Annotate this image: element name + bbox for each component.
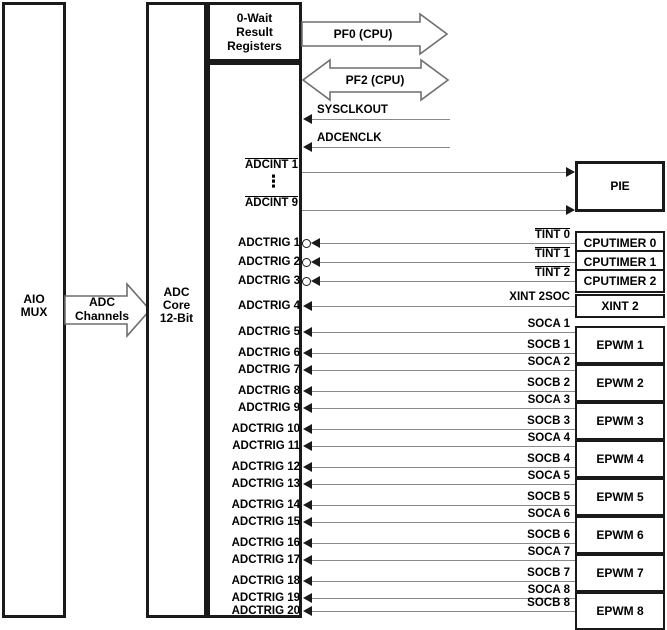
adctrig-8-arrowhead-icon — [303, 386, 312, 396]
adctrig-8-text: ADCTRIG 8 — [238, 385, 300, 397]
adctrig-12-label — [195, 461, 300, 473]
block-epwm-4 — [575, 440, 665, 478]
adctrig-7-line — [311, 370, 575, 371]
adctrig-12-arrowhead-icon — [303, 462, 312, 472]
adctrig-8-line — [311, 391, 575, 392]
adctrig-15-text: ADCTRIG 15 — [231, 516, 300, 528]
adctrig-17-line — [311, 560, 575, 561]
adctrig-9-label — [195, 402, 300, 414]
socb-5-text: SOCB 5 — [527, 491, 570, 503]
tint-0-label — [470, 228, 570, 241]
socb-1-label — [470, 339, 570, 351]
adctrig-19-arrowhead-icon — [303, 593, 312, 603]
adctrig-8-label — [195, 385, 300, 397]
adctrig-1-text: ADCTRIG 1 — [238, 237, 300, 249]
adcint-9-arrowhead-icon — [566, 205, 575, 215]
adctrig-10-label — [195, 423, 300, 435]
epwm-8-label: EPWM 8 — [596, 604, 644, 618]
soca-1-label — [470, 318, 570, 330]
adctrig-20-label — [195, 605, 300, 617]
tint-0-text: TINT 0 — [534, 229, 570, 241]
epwm-7-label: EPWM 7 — [596, 566, 644, 580]
adctrig-14-arrowhead-icon — [303, 500, 312, 510]
adctrig-19-label — [195, 592, 300, 604]
aio-mux-label — [2, 293, 66, 319]
adctrig-16-line — [311, 543, 575, 544]
sysclkout-arrowhead-icon — [303, 114, 312, 124]
adctrig-4-arrowhead-icon — [303, 301, 312, 311]
adctrig-11-line — [311, 446, 575, 447]
epwm-3-label: EPWM 3 — [596, 414, 644, 428]
adctrig-15-label — [195, 516, 300, 528]
epwm-6-label: EPWM 6 — [596, 528, 644, 542]
soca-3-text: SOCA 3 — [527, 394, 570, 406]
adcenclk-arrowhead-icon — [303, 142, 312, 152]
pf2-label-text: PF2 (CPU) — [345, 73, 405, 87]
adctrig-15-arrowhead-icon — [303, 517, 312, 527]
socb-1-text: SOCB 1 — [527, 339, 570, 351]
tint-2-text: TINT 2 — [534, 267, 570, 279]
adctrig-1-line — [320, 243, 575, 244]
socb-8-text: SOCB 8 — [527, 597, 570, 609]
adcenclk-label — [317, 132, 382, 144]
adctrig-13-line — [311, 484, 575, 485]
cputimer-2-label: CPUTIMER 2 — [583, 274, 657, 288]
adctrig-7-arrowhead-icon — [303, 365, 312, 375]
adctrig-7-text: ADCTRIG 7 — [238, 364, 300, 376]
socb-6-text: SOCB 6 — [527, 529, 570, 541]
adcint-ellipsis-text: ⋮ — [265, 172, 282, 191]
adctrig-17-label — [195, 554, 300, 566]
soca-6-label — [470, 508, 570, 520]
soca-5-text: SOCA 5 — [527, 470, 570, 482]
soca-6-text: SOCA 6 — [527, 508, 570, 520]
adctrig-2-text: ADCTRIG 2 — [238, 256, 300, 268]
socb-8-label — [470, 597, 570, 609]
adctrig-19-text: ADCTRIG 19 — [231, 592, 300, 604]
adcenclk-text: ADCENCLK — [317, 132, 382, 144]
adctrig-18-label — [195, 575, 300, 587]
soca-7-text: SOCA 7 — [527, 546, 570, 558]
adcint-9-line — [302, 210, 574, 211]
soca-4-text: SOCA 4 — [527, 432, 570, 444]
pf2-label — [310, 73, 440, 87]
adc-core-label-line1: ADC — [163, 285, 190, 299]
xint2soc-text: XINT 2SOC — [509, 291, 570, 303]
adctrig-2-inversion-bubble-icon — [302, 258, 311, 267]
pie-label-text: PIE — [610, 179, 630, 193]
adctrig-11-text: ADCTRIG 11 — [232, 440, 300, 452]
adctrig-6-text: ADCTRIG 6 — [238, 347, 300, 359]
result-registers-label-line1: 0-Wait — [236, 11, 273, 25]
result-registers-label-line2: Result — [236, 25, 273, 39]
soca-5-label — [470, 470, 570, 482]
tint-2-label — [470, 266, 570, 279]
xint2soc-label — [450, 291, 570, 303]
adctrig-18-line — [311, 581, 575, 582]
adctrig-16-arrowhead-icon — [303, 538, 312, 548]
adcint-1-text: ADCINT 1 — [244, 159, 298, 171]
xint-2-label: XINT 2 — [601, 299, 639, 313]
socb-2-label — [470, 377, 570, 389]
block-epwm-6 — [575, 516, 665, 554]
adctrig-11-label — [195, 440, 300, 452]
adctrig-14-label — [195, 499, 300, 511]
adctrig-17-arrowhead-icon — [303, 555, 312, 565]
adctrig-12-line — [311, 467, 575, 468]
adctrig-2-arrowhead-icon — [311, 257, 320, 267]
socb-7-text: SOCB 7 — [527, 567, 570, 579]
soca-8-label — [470, 584, 570, 596]
adctrig-10-line — [311, 429, 575, 430]
adctrig-16-label — [195, 537, 300, 549]
epwm-5-label: EPWM 5 — [596, 490, 644, 504]
adctrig-10-arrowhead-icon — [303, 424, 312, 434]
adctrig-3-text: ADCTRIG 3 — [238, 275, 300, 287]
adctrig-13-label — [195, 478, 300, 490]
adctrig-6-line — [311, 353, 575, 354]
soca-8-text: SOCA 8 — [527, 584, 570, 596]
block-epwm-7 — [575, 554, 665, 592]
aio-mux-label-line2: MUX — [20, 305, 48, 319]
adctrig-14-text: ADCTRIG 14 — [231, 499, 300, 511]
adcenclk-line — [307, 147, 450, 148]
pf0-label-text: PF0 (CPU) — [333, 27, 393, 41]
socb-6-label — [470, 529, 570, 541]
epwm-1-label: EPWM 1 — [596, 338, 644, 352]
block-xint-2 — [575, 294, 665, 318]
result-registers-label-line3: Registers — [227, 39, 282, 53]
adctrig-9-arrowhead-icon — [303, 403, 312, 413]
adc-channels-label-line2: Channels — [74, 309, 129, 323]
adctrig-11-arrowhead-icon — [303, 441, 312, 451]
adctrig-17-text: ADCTRIG 17 — [231, 554, 300, 566]
block-epwm-2 — [575, 364, 665, 402]
adctrig-5-text: ADCTRIG 5 — [238, 326, 300, 338]
aio-mux-label-line1: AIO — [23, 292, 45, 306]
adctrig-2-label — [195, 256, 300, 268]
adctrig-18-arrowhead-icon — [303, 576, 312, 586]
adctrig-6-label — [195, 347, 300, 359]
adctrig-16-text: ADCTRIG 16 — [231, 537, 300, 549]
adctrig-1-inversion-bubble-icon — [302, 239, 311, 248]
block-epwm-5 — [575, 478, 665, 516]
adctrig-2-line — [320, 262, 575, 263]
adcint-1-arrowhead-icon — [566, 167, 575, 177]
adctrig-9-line — [311, 408, 575, 409]
adctrig-13-arrowhead-icon — [303, 479, 312, 489]
block-epwm-1 — [575, 326, 665, 364]
socb-2-text: SOCB 2 — [527, 377, 570, 389]
pie-label — [575, 180, 665, 193]
sysclkout-label — [317, 104, 388, 116]
adctrig-15-line — [311, 522, 575, 523]
block-epwm-3 — [575, 402, 665, 440]
pf0-label — [302, 27, 424, 41]
adctrig-5-arrowhead-icon — [303, 327, 312, 337]
adctrig-3-inversion-bubble-icon — [302, 277, 311, 286]
cputimer-0-label: CPUTIMER 0 — [583, 236, 657, 250]
adc-core-label-line2: Core — [162, 298, 191, 312]
adcint-ellipsis — [265, 172, 282, 191]
adctrig-3-line — [320, 281, 575, 282]
adctrig-5-line — [311, 332, 575, 333]
soca-2-label — [470, 356, 570, 368]
adctrig-10-text: ADCTRIG 10 — [231, 423, 300, 435]
adctrig-14-line — [311, 505, 575, 506]
adctrig-3-label — [195, 275, 300, 287]
result-registers-label — [207, 11, 302, 53]
adcint-1-label — [200, 158, 298, 171]
cputimer-1-label: CPUTIMER 1 — [583, 255, 657, 269]
epwm-2-label: EPWM 2 — [596, 376, 644, 390]
soca-7-label — [470, 546, 570, 558]
adctrig-12-text: ADCTRIG 12 — [231, 461, 300, 473]
soca-4-label — [470, 432, 570, 444]
socb-3-text: SOCB 3 — [527, 415, 570, 427]
adctrig-20-line — [311, 611, 575, 612]
block-epwm-8 — [575, 592, 665, 630]
adctrig-20-arrowhead-icon — [303, 606, 312, 616]
socb-3-label — [470, 415, 570, 427]
epwm-4-label: EPWM 4 — [596, 452, 644, 466]
adcint-9-text: ADCINT 9 — [244, 197, 298, 209]
adctrig-9-text: ADCTRIG 9 — [238, 402, 300, 414]
block-adc-signal-column — [207, 62, 302, 618]
tint-1-label — [470, 247, 570, 260]
adctrig-18-text: ADCTRIG 18 — [231, 575, 300, 587]
adctrig-3-arrowhead-icon — [311, 276, 320, 286]
soca-1-text: SOCA 1 — [527, 318, 570, 330]
soca-2-text: SOCA 2 — [527, 356, 570, 368]
adctrig-1-label — [195, 237, 300, 249]
socb-4-text: SOCB 4 — [527, 453, 570, 465]
adctrig-1-arrowhead-icon — [311, 238, 320, 248]
adcint-1-line — [302, 172, 574, 173]
sysclkout-text: SYSCLKOUT — [317, 104, 388, 116]
block-cputimer-2 — [575, 269, 665, 293]
socb-7-label — [470, 567, 570, 579]
soca-3-label — [470, 394, 570, 406]
socb-5-label — [470, 491, 570, 503]
sysclkout-line — [307, 119, 450, 120]
adctrig-6-arrowhead-icon — [303, 348, 312, 358]
adc-channels-label-line1: ADC — [89, 295, 115, 309]
adctrig-4-label — [195, 300, 300, 312]
adctrig-7-label — [195, 364, 300, 376]
adc-core-label-line3: 12-Bit — [159, 311, 194, 325]
adctrig-4-line — [311, 306, 575, 307]
adctrig-13-text: ADCTRIG 13 — [231, 478, 300, 490]
tint-1-text: TINT 1 — [534, 248, 570, 260]
adctrig-4-text: ADCTRIG 4 — [238, 300, 300, 312]
socb-4-label — [470, 453, 570, 465]
adcint-9-label — [200, 196, 298, 209]
adc-channels-label — [66, 295, 138, 323]
adctrig-5-label — [195, 326, 300, 338]
adctrig-20-text: ADCTRIG 20 — [231, 605, 300, 617]
